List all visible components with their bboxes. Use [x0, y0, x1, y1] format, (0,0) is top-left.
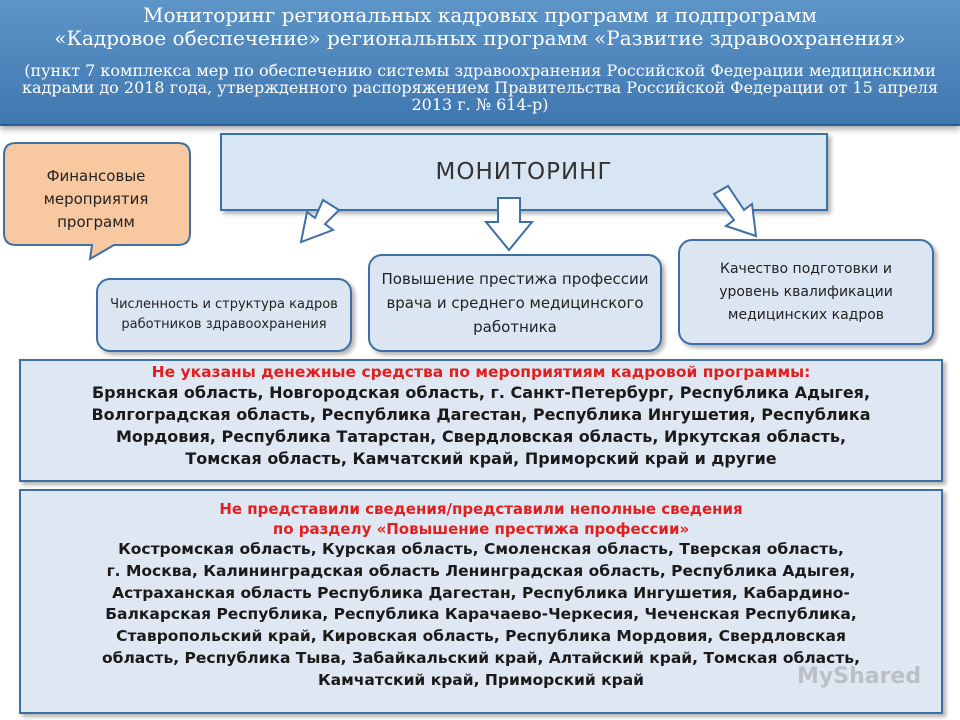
monitoring-title: МОНИТОРИНГ [435, 159, 613, 185]
staff-structure-box [96, 278, 352, 352]
no-info-heading-line-2: по разделу «Повышение престижа профессии» [272, 520, 690, 538]
no-info-line: область, Республика Тыва, Забайкальский край, Алтайский край, Томская область, [101, 648, 860, 667]
no-funds-line: Брянская область, Новгородская область, г. Санкт-Петербург, Республика Адыгея, [91, 383, 871, 402]
no-info-line: Астраханская область Республика Дагестан, Республика Ингушетия, Кабардино- [112, 583, 850, 602]
no-info-line: Костромская область, Курская область, Смоленская область, Тверская область, [118, 540, 844, 558]
quality-box [678, 239, 934, 345]
watermark: MyShared [797, 664, 922, 689]
no-funds-heading: Не указаны денежные средства по мероприятиям кадровой программы: [151, 363, 811, 381]
page-title-line-2: «Кадровое обеспечение» региональных программ «Развитие здравоохранения» [54, 26, 906, 50]
page-subtitle: (пункт 7 комплекса мер по обеспечению системы здравоохранения Российской Федерации медицинскими кадрами до 2018 года, утвержденного распоряжением Правительства Российской Федерации от 15 апреля 2013 г. № 614-р) [21, 61, 939, 114]
no-funds-line: Томская область, Камчатский край, Приморский край и другие [185, 449, 777, 468]
no-funds-line: Мордовия, Республика Татарстан, Свердловская область, Иркутская область, [115, 427, 847, 446]
arrow-left-down-icon [283, 198, 353, 248]
no-info-line: Балкарская Республика, Республика Карачаево-Черкесия, Чеченская Республика, [105, 605, 857, 624]
no-info-heading-line-1: Не представили сведения/представили неполные сведения [219, 500, 743, 518]
quality-text: Качество подготовки и уровень квалификации медицинских кадров [719, 260, 893, 323]
arrow-right-down-icon [706, 184, 766, 240]
no-info-line: г. Москва, Калининградская область Ленинградская область, Республика Адыгея, [106, 561, 856, 580]
prestige-text: Повышение престижа профессии врача и среднего медицинского работника [381, 270, 649, 336]
no-info-line: Камчатский край, Приморский край [317, 670, 645, 689]
arrow-down-icon [484, 196, 534, 254]
title-banner [0, 0, 960, 126]
page-title-line-1: Мониторинг региональных кадровых программ и подпрограмм [143, 3, 817, 27]
no-funds-line: Волгоградская область, Республика Дагестан, Республика Ингушетия, Республика [91, 405, 871, 424]
callout-financial-measures: Финансовые мероприятия программ [43, 166, 149, 231]
no-info-line: Ставропольский край, Кировская область, Республика Мордовия, Свердловская [116, 627, 846, 646]
staff-structure-text: Численность и структура кадров работников здравоохранения [110, 297, 338, 332]
prestige-box [368, 254, 662, 352]
no-funds-panel [19, 359, 943, 482]
